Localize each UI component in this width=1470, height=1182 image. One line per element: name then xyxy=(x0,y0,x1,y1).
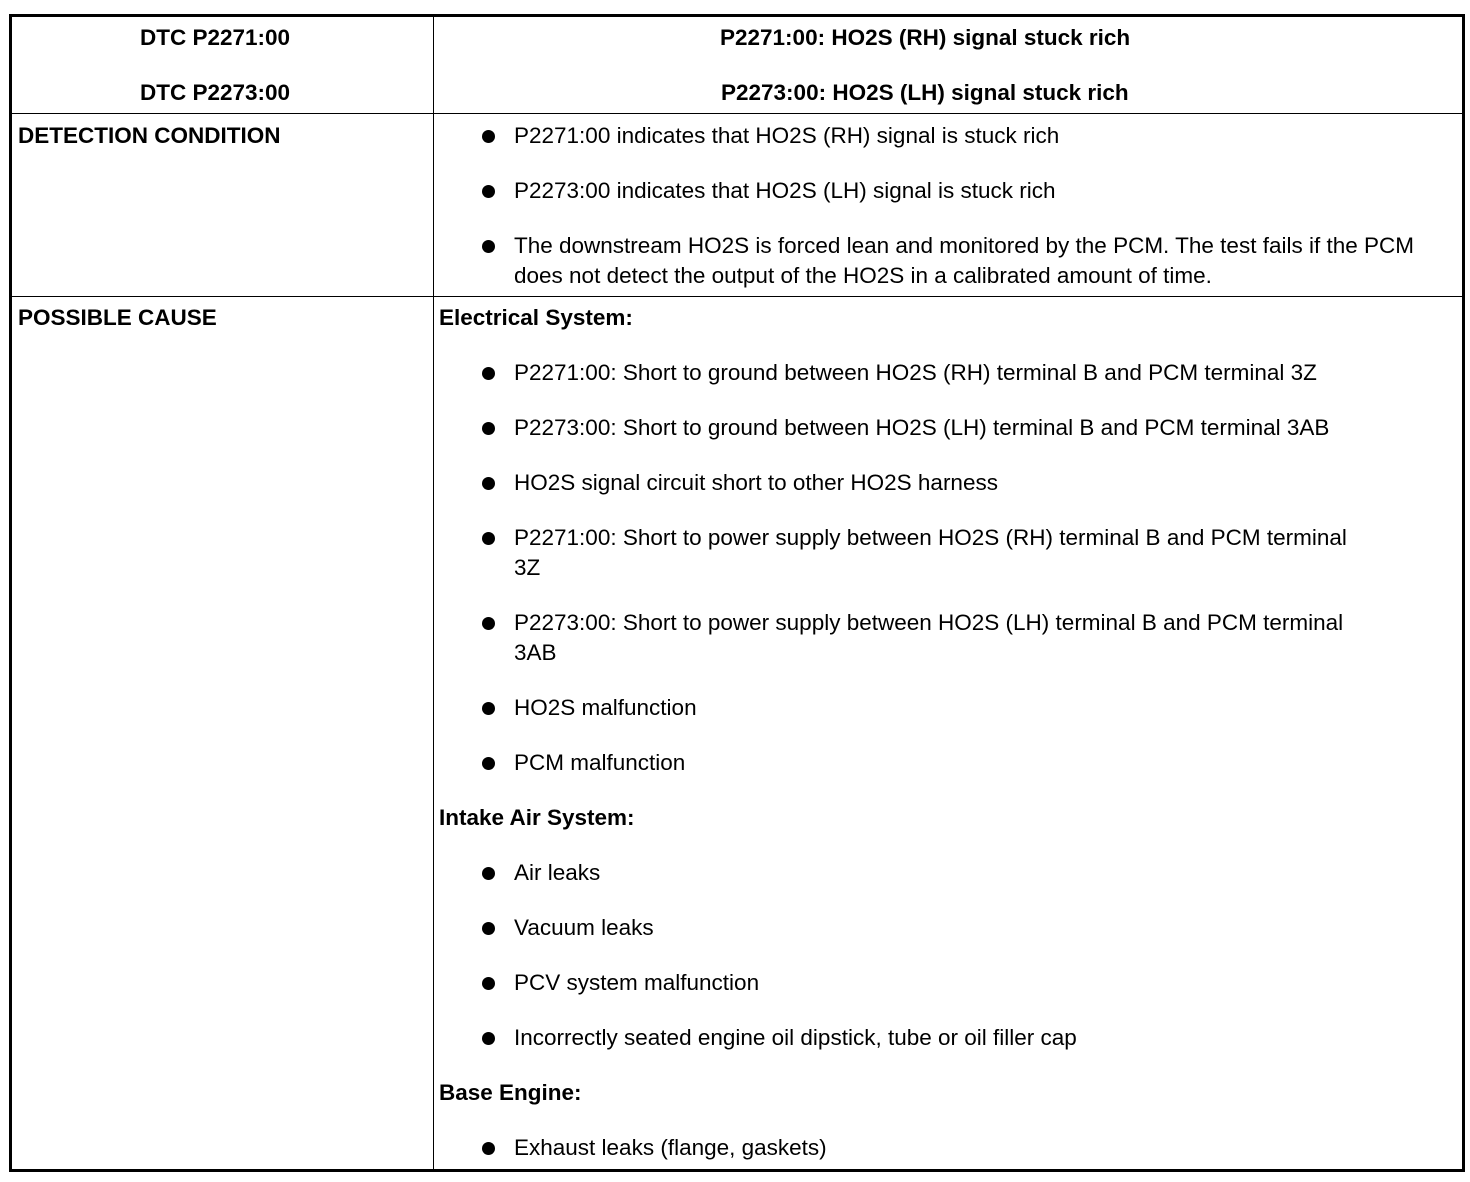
detection-label-cell xyxy=(12,114,433,296)
bullet-icon xyxy=(482,185,495,198)
bullet-icon xyxy=(482,867,495,880)
bullet-icon xyxy=(482,367,495,380)
bullet-icon xyxy=(482,1032,495,1045)
detection-item-3: The downstream HO2S is forced lean and monitored by the PCM. The test fails if the PCM does not detect the output of the HO2S in a calibrated amount of time. xyxy=(514,233,1414,288)
bullet-icon xyxy=(482,240,495,253)
cause-item: P2273:00: Short to power supply between HO2S (LH) terminal B and PCM terminal 3AB xyxy=(514,610,1344,665)
bullet-icon xyxy=(482,922,495,935)
bullet-icon xyxy=(482,977,495,990)
cause-item: PCV system malfunction xyxy=(514,970,760,995)
detection-item-2: P2273:00 indicates that HO2S (LH) signal is stuck rich xyxy=(514,178,1056,203)
detection-item-1: P2271:00 indicates that HO2S (RH) signal is stuck rich xyxy=(514,123,1060,148)
cause-item: Exhaust leaks (flange, gaskets) xyxy=(514,1135,827,1160)
cause-item: PCM malfunction xyxy=(514,750,686,775)
dtc-code-2: DTC P2273:00 xyxy=(140,80,291,105)
bullet-icon xyxy=(482,477,495,490)
section-heading-base-engine: Base Engine: xyxy=(439,1080,582,1105)
bullet-icon xyxy=(482,130,495,143)
cause-item: Air leaks xyxy=(514,860,601,885)
detection-content-cell xyxy=(434,114,1462,296)
cause-item: HO2S malfunction xyxy=(514,695,697,720)
section-heading-intake-air: Intake Air System: xyxy=(439,805,635,830)
dtc-table xyxy=(9,14,1465,1172)
possible-cause-label-cell xyxy=(12,297,433,1169)
header-right-cell xyxy=(434,17,1462,113)
bullet-icon xyxy=(482,422,495,435)
cause-item: Incorrectly seated engine oil dipstick, tube or oil filler cap xyxy=(514,1025,1077,1050)
bullet-icon xyxy=(482,1142,495,1155)
cause-item: P2273:00: Short to ground between HO2S (LH) terminal B and PCM terminal 3AB xyxy=(514,415,1330,440)
cause-item: P2271:00: Short to ground between HO2S (RH) terminal B and PCM terminal 3Z xyxy=(514,360,1317,385)
bullet-icon xyxy=(482,702,495,715)
dtc-code-1: DTC P2271:00 xyxy=(140,25,291,50)
bullet-icon xyxy=(482,757,495,770)
section-heading-electrical: Electrical System: xyxy=(439,305,633,330)
bullet-icon xyxy=(482,532,495,545)
dtc-description-2: P2273:00: HO2S (LH) signal stuck rich xyxy=(721,80,1129,105)
possible-cause-content-cell xyxy=(434,297,1462,1169)
possible-cause-label: POSSIBLE CAUSE xyxy=(18,305,217,330)
cause-item: HO2S signal circuit short to other HO2S harness xyxy=(514,470,998,495)
bullet-icon xyxy=(482,617,495,630)
cause-item: Vacuum leaks xyxy=(514,915,654,940)
dtc-description-1: P2271:00: HO2S (RH) signal stuck rich xyxy=(720,25,1131,50)
cause-item: P2271:00: Short to power supply between HO2S (RH) terminal B and PCM terminal 3Z xyxy=(514,525,1347,580)
header-left-cell xyxy=(12,17,433,113)
detection-condition-label: DETECTION CONDITION xyxy=(18,123,281,148)
